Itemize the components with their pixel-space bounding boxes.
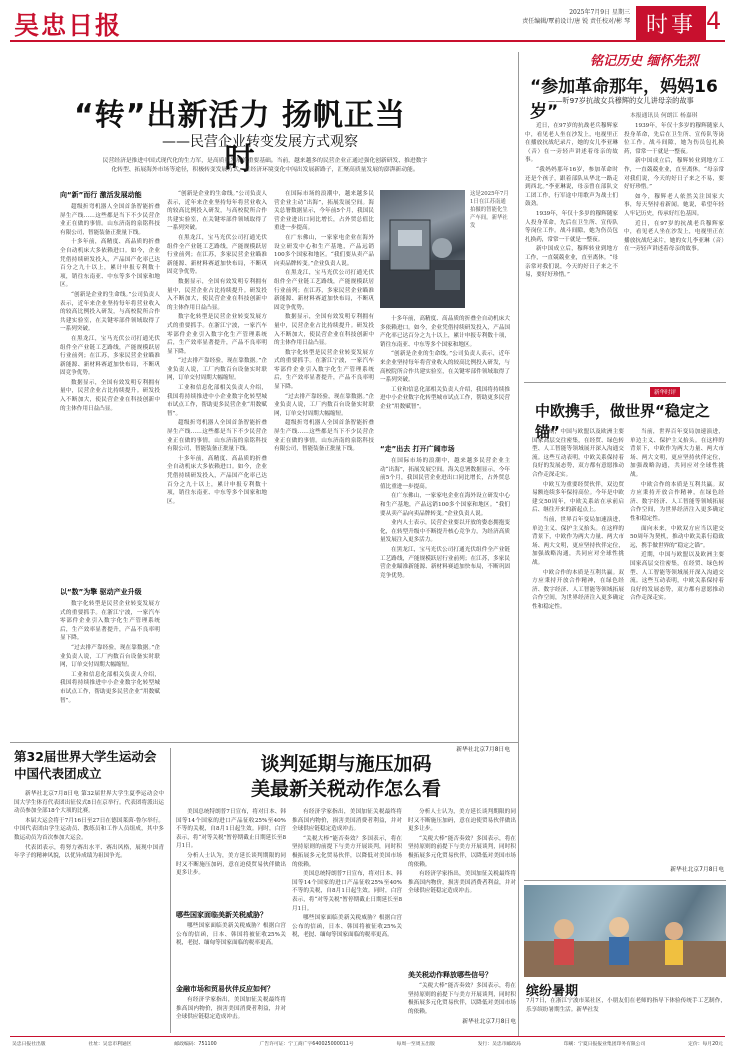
footer-rule: [10, 1036, 725, 1037]
lead-paragraph: “创新是企业的生命线。”公司负责人表示，近年来企业坚持每年将营业收入的较高比例投入研发，与高校院所合作共建实验室，在关键零部件领域取得了一系列突破。: [60, 291, 160, 333]
commentary-column-1: [532, 428, 624, 876]
newspaper-logo: 吴忠日报: [14, 11, 123, 40]
footer-item: 发行：吴忠市邮政局: [477, 1042, 521, 1047]
lead-paragraph: 在广东佛山，一家家电企业在海外设立研发中心和生产基地，产品远销100多个国家和地区。“我们要从卖产品向卖品牌转变。”企业负责人说。: [380, 493, 510, 517]
feature-column-1: [525, 122, 618, 377]
lead-paragraph: 工业和信息化部相关负责人介绍，我国将持续推进中小企业数字化转型城市试点工作，帮助更多民营企业“用数赋智”。: [167, 385, 267, 417]
tariff-paragraph: “关税大棒”能否奏效？多国表示，将在坚持原则的前提下与美方开展谈判，同时积极拓展多元化贸易伙伴，以降低对美国市场的依赖。: [408, 835, 516, 868]
lead-paragraph: 超级折弯机器人全国首条智能折叠屏生产线……这些都是当下不少民营企业正在做的事情。山东济南的泉铭科技有限公司，智能装备正批量下线。: [60, 204, 160, 236]
editor-credits: 责任编辑/覃前设计/唐 锐 责任校对/彬 琴: [522, 18, 630, 25]
lead-paragraph: 在黑龙江，宝马光伏公司打通光伏组件全产业链工艺路线，产能规模跃居行业前列；在江苏，多家民营企业瞄准新能源、新材料赛道加快布局，不断巩固竞争优势。: [380, 546, 510, 579]
footer-item: 邮政编码：751100: [174, 1042, 217, 1047]
lead-paragraph: 在国际市场的浪潮中，越来越多民营企业主动“出海”，拓展发展空间。海关总署数据显示，今年前5个月，我国民营企业进出口同比增长，占外贸总值比重进一步提高。: [380, 458, 510, 490]
commentary-paragraph: 面向未来，中欧双方应当以建交50周年为契机，推动中欧关系行稳致远，携手做世界的“稳定之锚”。: [630, 525, 724, 549]
footer-item: 定价：每月20元: [688, 1042, 723, 1047]
section-divider: [524, 382, 726, 383]
lead-paragraph: 数据显示，全国有效发明专利拥有量中，民营企业占比持续提升。研发投入不断加大，使民营企业在科技创新中的主体作用日益凸显。: [167, 278, 267, 311]
column-divider: [518, 52, 519, 1037]
lead-paragraph: “创新是企业的生命线。”公司负责人表示，近年来企业坚持每年将营业收入的较高比例投入研发，与高校院所合作共建实验室，在关键零部件领域取得了一系列突破。: [167, 191, 267, 232]
commentary-paragraph: 中欧互为重要经贸伙伴，双边贸易额连续多年保持高位。今年是中欧建交50周年，中欧关系站在承前启后、继往开来的新起点上。: [532, 481, 624, 514]
summer-activity-illustration: [524, 885, 726, 977]
commentary-paragraph: 近期，中国与欧盟以及欧洲主要国家高层交往密集，在经贸、绿色转型、人工智能等领域展开深入沟通交流。这些互动表明，中欧关系保持着良好的发展态势，双方都有意愿推动合作走深走实。: [630, 552, 724, 602]
feature-paragraph: 如今，穆辉老人依然关注国家大事，每天坚持看新闻。她说，希望年轻人牢记历史，传承好红色基因。: [624, 193, 724, 217]
lead-paragraph: 数字化转型是民营企业转变发展方式的重要抓手。在浙江宁波，一家汽车零部件企业引入数字化生产管理系统后，生产效率显著提升，产品不良率明显下降。: [274, 349, 374, 391]
feature-paragraph: 新中国成立后，穆辉转业到地方工作，一直兢兢业业，直至离休。“母亲常对我们说，今天的好日子来之不易，要好好珍惜。”: [624, 158, 724, 191]
feature-paragraph: 1939年，年仅十多岁的穆辉随家人投身革命，先后在卫生所、宣传队等岗位工作。战斗间隙，她为伤员包扎换药，常常一干就是一整夜。: [525, 210, 618, 243]
universiade-paragraph: 新华社北京7月8日电 第32届世界大学生夏季运动会中国大学生体育代表团出征仪式8日在京举行。代表团将派出运动员参加全部18个大项的比赛。: [14, 791, 164, 815]
lead-paragraph: 数字化转型是民营企业转变发展方式的重要抓手。在浙江宁波，一家汽车零部件企业引入数字化生产管理系统后，生产效率显著提升，产品不良率明显下降。: [167, 314, 267, 355]
tariff-paragraph: “关税大棒”能否奏效？多国表示，将在坚持原则的前提下与美方开展谈判，同时积极拓展多元化贸易伙伴，以降低对美国市场的依赖。: [408, 983, 516, 1015]
lead-paragraph: 工业和信息化部相关负责人介绍，我国将持续推进中小企业数字化转型城市试点工作，帮助更多民营企业“用数赋智”。: [60, 671, 160, 704]
lead-paragraph: 数字化转型是民营企业转变发展方式的重要抓手。在浙江宁波，一家汽车零部件企业引入数字化生产管理系统后，生产效率显著提升，产品不良率明显下降。: [60, 601, 160, 642]
tariff-paragraph: “关税大棒”能否奏效？多国表示，将在坚持原则的前提下与美方开展谈判，同时积极拓展多元化贸易伙伴，以降低对美国市场的依赖。: [292, 835, 402, 868]
lead-column-3: [274, 190, 374, 735]
commentary-headline: 中欧携手，做世界“稳定之锚”: [535, 402, 710, 441]
lead-column-1: [60, 190, 160, 750]
lead-section-2-title: 以“数”为擎 驱动产业升级: [60, 588, 142, 596]
commentary-paragraph: 当前，世界百年变局加速演进，单边主义、保护主义抬头。在这样的背景下，中欧作为两大力量、两大市场、两大文明，更应坚持伙伴定位，加强战略沟通，共同应对全球性挑战。: [532, 516, 624, 566]
tariff-paragraph: 美国总统特朗普7日宣布，将对日本、韩国等14个国家的进口产品征收25%至40%不等的关税，自8月1日起生效。同时，白宫表示，将“对等关税”暂停期截止日期延长至8月1日。: [176, 809, 286, 850]
feature-paragraph: “我妈妈那年16岁，参加革命时还是个孩子，跟着部队从华北一路走到西北。”李亚琳说，母亲曾在部队文工团工作，行军途中用歌声为战士们鼓劲。: [525, 166, 618, 208]
lead-section-1-title: 向“新”而行 激活发展动能: [60, 191, 142, 199]
page-number: 4: [706, 7, 722, 35]
commentary-paragraph: 当前，世界百年变局加速演进，单边主义、保护主义抬头。在这样的背景下，中欧作为两大力量、两大市场、两大文明，更应坚持伙伴定位，加强战略沟通，共同应对全球性挑战。: [630, 429, 724, 478]
lead-paragraph: 超级折弯机器人全国首条智能折叠屏生产线……这些都是当下不少民营企业正在做的事情。山东济南的泉铭科技有限公司，智能装备正批量下线。: [274, 420, 374, 453]
universiade-headline: 第32届世界大学生运动会中国代表团成立: [14, 749, 157, 781]
footer-item: 广告许可证：宁工商广字640025000011号: [259, 1042, 354, 1047]
tariff-paragraph: 分析人士认为，美方延长谈判期限的同时又不断施压加码，意在迫使贸易伙伴做出更多让步。: [176, 852, 286, 877]
tariff-paragraph: 哪些国家面临美新关税威胁？根据白宫公布的信函，日本、韩国将被征收25%关税，老挝、缅甸等国家面临的税率更高。: [292, 915, 402, 939]
feature-paragraph: 1939年，年仅十多岁的穆辉随家人投身革命，先后在卫生所、宣传队等岗位工作。战斗间隙，她为伤员包扎换药，常常一干就是一整夜。: [624, 123, 724, 155]
footer-item: 社址：吴忠市利通区: [88, 1042, 132, 1047]
feature-reporters: 本报通讯员 何朗江 杨嘉琪: [630, 113, 698, 119]
lead-paragraph: “过去排产靠经验，现在靠数据。”企业负责人说，工厂内数百台设备实时联网，订单交付周期大幅缩短。: [167, 358, 267, 382]
lead-paragraph: “创新是企业的生命线。”公司负责人表示，近年来企业坚持每年将营业收入的较高比例投入研发，与高校院所合作共建实验室，在关键零部件领域取得了一系列突破。: [380, 351, 510, 384]
lead-paragraph: 在黑龙江，宝马光伏公司打通光伏组件全产业链工艺路线，产能规模跃居行业前列；在江苏，多家民营企业瞄准新能源、新材料赛道加快布局，不断巩固竞争优势。: [274, 270, 374, 311]
commentary-badge: 新华时评: [650, 387, 680, 397]
lead-paragraph: 数据显示，全国有效发明专利拥有量中，民营企业占比持续提升。研发投入不断加大，使民营企业在科技创新中的主体作用日益凸显。: [60, 379, 160, 412]
masthead-rule: [10, 40, 725, 42]
tariff-paragraph: 哪些国家面临美新关税威胁？根据白宫公布的信函，日本、韩国将被征收25%关税，老挝、缅甸等国家面临的税率更高。: [176, 923, 286, 947]
lead-section-3-title: “走”出去 打开广阔市场: [380, 445, 455, 453]
feature-paragraph: 新中国成立后，穆辉转业到地方工作，一直兢兢业业，直至离休。“母亲常对我们说，今天的好日子来之不易，要好好珍惜。”: [525, 246, 618, 279]
feature-headline: “参加革命那年，妈妈16岁”: [530, 77, 718, 122]
section-divider: [524, 880, 726, 881]
feature-subhead: ——听97岁抗战女兵穆辉的女儿讲母亲的故事: [548, 96, 694, 105]
lead-paragraph: “过去排产靠经验，现在靠数据。”企业负责人说，工厂内数百台设备实时联网，订单交付周期大幅缩短。: [60, 644, 160, 669]
section-divider: [10, 742, 518, 743]
footer: [12, 1040, 723, 1047]
lead-column-4: [380, 315, 510, 753]
photo-caption: 这是2025年7月1日在江苏南通拍摄的智能化生产车间。新华社发: [470, 191, 509, 229]
issue-date: 2025年7月9日 星期三: [569, 9, 630, 16]
lead-paragraph: 数据显示，全国有效发明专利拥有量中，民营企业占比持续提升。研发投入不断加大，使民营企业在科技创新中的主体作用日益凸显。: [274, 314, 374, 347]
summer-caption: 7月7日，在浙江宁波市某社区，小朋友们在老师的指导下体验传统手工艺制作，乐享缤纷暑期生活。新华社发: [526, 998, 726, 1013]
lead-paragraph: “过去排产靠经验，现在靠数据。”企业负责人说，工厂内数百台设备实时联网，订单交付周期大幅缩短。: [274, 393, 374, 417]
tariff-paragraph: 有经济学家指出，美国加征关税最终将推高国内物价，损害美国消费者利益，并对全球供应链稳定造成冲击。: [176, 997, 286, 1021]
tariff-subhead-1: 哪些国家面临美新关税威胁？: [176, 911, 267, 919]
column-divider: [170, 748, 171, 1033]
lead-paragraph: 在广东佛山，一家家电企业在海外设立研发中心和生产基地，产品远销100多个国家和地区。“我们要从卖产品向卖品牌转变。”企业负责人说。: [274, 234, 374, 267]
tariff-paragraph: 有经济学家指出，美国加征关税最终将推高国内物价，损害美国消费者利益，并对全球供应链稳定造成冲击。: [292, 809, 402, 833]
tariff-headline-line-1: 谈判延期与施压加码: [260, 753, 432, 775]
summer-activity-photo: [524, 885, 726, 977]
lead-paragraph: 业内人士表示，民营企业要以开放的姿态拥抱变化，在转型升级中不断提升核心竞争力，为经济高质量发展注入更多活力。: [380, 520, 510, 544]
factory-photo: [380, 190, 465, 308]
tariff-column-1: [176, 808, 286, 1032]
lead-paragraph: 在黑龙江，宝马光伏公司打通光伏组件全产业链工艺路线，产能规模跃居行业前列；在江苏，多家民营企业瞄准新能源、新材料赛道加快布局，不断巩固竞争优势。: [60, 335, 160, 377]
tariff-subhead-3: 美关税动作释放哪些信号？: [408, 971, 492, 979]
section-label: 时事: [636, 6, 706, 41]
lead-paragraph: 十多年前，高精度、高品质的折叠全自动机床大多依赖进口。如今，企业凭借持续研发投入，产品国产化率已达百分之九十以上，累计申报专利数十项，销往东南亚、中东等多个国家和地区。: [167, 455, 267, 505]
universiade-body: [14, 790, 164, 1030]
lead-paragraph: 十多年前，高精度、高品质的折叠全自动机床大多依赖进口。如今，企业凭借持续研发投入，产品国产化率已达百分之九十以上，累计申报专利数十项，销往东南亚、中东等多个国家和地区。: [380, 316, 510, 348]
lead-headline: “转”出新活力 扬帆正当时: [74, 98, 406, 177]
commentary-paragraph: 近期，中国与欧盟以及欧洲主要国家高层交往密集，在经贸、绿色转型、人工智能等领域展开深入沟通交流。这些互动表明，中欧关系保持着良好的发展态势，双方都有意愿推动合作走深走实。: [532, 429, 624, 478]
lead-subhead: ——民营企业转变发展方式观察: [162, 134, 358, 150]
lead-deck: 民营经济是推进中国式现代化的生力军，是高质量发展的重要基础。当前，越来越多的民营企业正通过强化创新研发、推进数字化转型、拓展海外市场等途径，积极转变发展方式，在经济环境变化中闯出发展新路子，汇聚高质量发展的澎湃新动能。: [102, 158, 428, 173]
commentary-paragraph: 中欧合作的本质是互利共赢。双方应秉持开放合作精神，在绿色经济、数字经济、人工智能等领域拓展合作空间，为世界经济注入更多确定性和稳定性。: [532, 569, 624, 610]
tariff-paragraph: 美国总统特朗普7日宣布，将对日本、韩国等14个国家的进口产品征收25%至40%不等的关税，自8月1日起生效。同时，白宫表示，将“对等关税”暂停期截止日期延长至8月1日。: [292, 871, 402, 912]
tariff-paragraph: 分析人士认为，美方延长谈判期限的同时又不断施压加码，意在迫使贸易伙伴做出更多让步。: [408, 809, 516, 833]
feature-paragraph: 近日，在97岁的抗战老兵穆辉家中，看见老人坐在沙发上，电视里正在播放抗战纪录片，她的女儿李亚琳（音）在一旁轻声讲述着母亲的故事。: [525, 123, 618, 164]
lead-byline: 新华社北京7月8日电: [456, 747, 510, 753]
commentary-paragraph: 中欧合作的本质是互利共赢。双方应秉持开放合作精神，在绿色经济、数字经济、人工智能等领域拓展合作空间，为世界经济注入更多确定性和稳定性。: [630, 481, 724, 522]
lead-paragraph: 在黑龙江，宝马光伏公司打通光伏组件全产业链工艺路线，产能规模跃居行业前列；在江苏，多家民营企业瞄准新能源、新材料赛道加快布局，不断巩固竞争优势。: [167, 234, 267, 276]
universiade-paragraph: 本届大运会将于7月16日至27日在德国莱茵-鲁尔举行。中国代表团由学生运动员、教练员和工作人员组成，其中多数运动员为首次参加大运会。: [14, 817, 164, 841]
lead-column-2: [167, 190, 267, 735]
tariff-column-3: [408, 808, 516, 1025]
footer-item: 每周一至周五出版: [396, 1042, 435, 1047]
feature-paragraph: 近日，在97岁的抗战老兵穆辉家中，看见老人坐在沙发上，电视里正在播放抗战纪录片，她的女儿李亚琳（音）在一旁轻声讲述着母亲的故事。: [624, 220, 724, 253]
feature-column-2: [624, 122, 724, 377]
tariff-column-2: [292, 808, 402, 1026]
summer-headline: 缤纷暑期: [526, 984, 579, 999]
lead-paragraph: 在国际市场的浪潮中，越来越多民营企业主动“出海”，拓展发展空间。海关总署数据显示，今年前5个月，我国民营企业进出口同比增长，占外贸总值比重进一步提高。: [274, 191, 374, 232]
tariff-paragraph: 有经济学家指出，美国加征关税最终将推高国内物价，损害美国消费者利益，并对全球供应链稳定造成冲击。: [408, 871, 516, 895]
lead-paragraph: 工业和信息化部相关负责人介绍，我国将持续推进中小企业数字化转型城市试点工作，帮助更多民营企业“用数赋智”。: [380, 386, 510, 410]
commentary-column-2: [630, 428, 724, 861]
lead-paragraph: 十多年前，高精度、高品质的折叠全自动机床大多依赖进口。如今，企业凭借持续研发投入，产品国产化率已达百分之九十以上，累计申报专利数十项，销往东南亚、中东等多个国家和地区。: [60, 239, 160, 289]
footer-item: 吴忠日报社出版: [12, 1042, 46, 1047]
tariff-byline: 新华社北京7月8日电: [462, 1019, 516, 1025]
lead-paragraph: 超级折弯机器人全国首条智能折叠屏生产线……这些都是当下不少民营企业正在做的事情。山东济南的泉铭科技有限公司，智能装备正批量下线。: [167, 420, 267, 453]
universiade-paragraph: 代表团表示，将努力赛出水平、赛出风格，展现中国青年学子的精神风貌，以优异成绩为祖国争光。: [14, 844, 164, 860]
tariff-subhead-2: 金融市场和贸易伙伴反应如何？: [176, 985, 274, 993]
commentary-byline: 新华社北京7月8日电: [670, 867, 724, 873]
tariff-headline-line-2: 美最新关税动作怎么看: [250, 778, 441, 800]
factory-photo-illustration: [380, 190, 465, 308]
footer-item: 印刷：宁夏日报报业集团印务有限公司: [563, 1042, 646, 1047]
remembrance-banner: 铭记历史 缅怀先烈: [590, 54, 699, 69]
